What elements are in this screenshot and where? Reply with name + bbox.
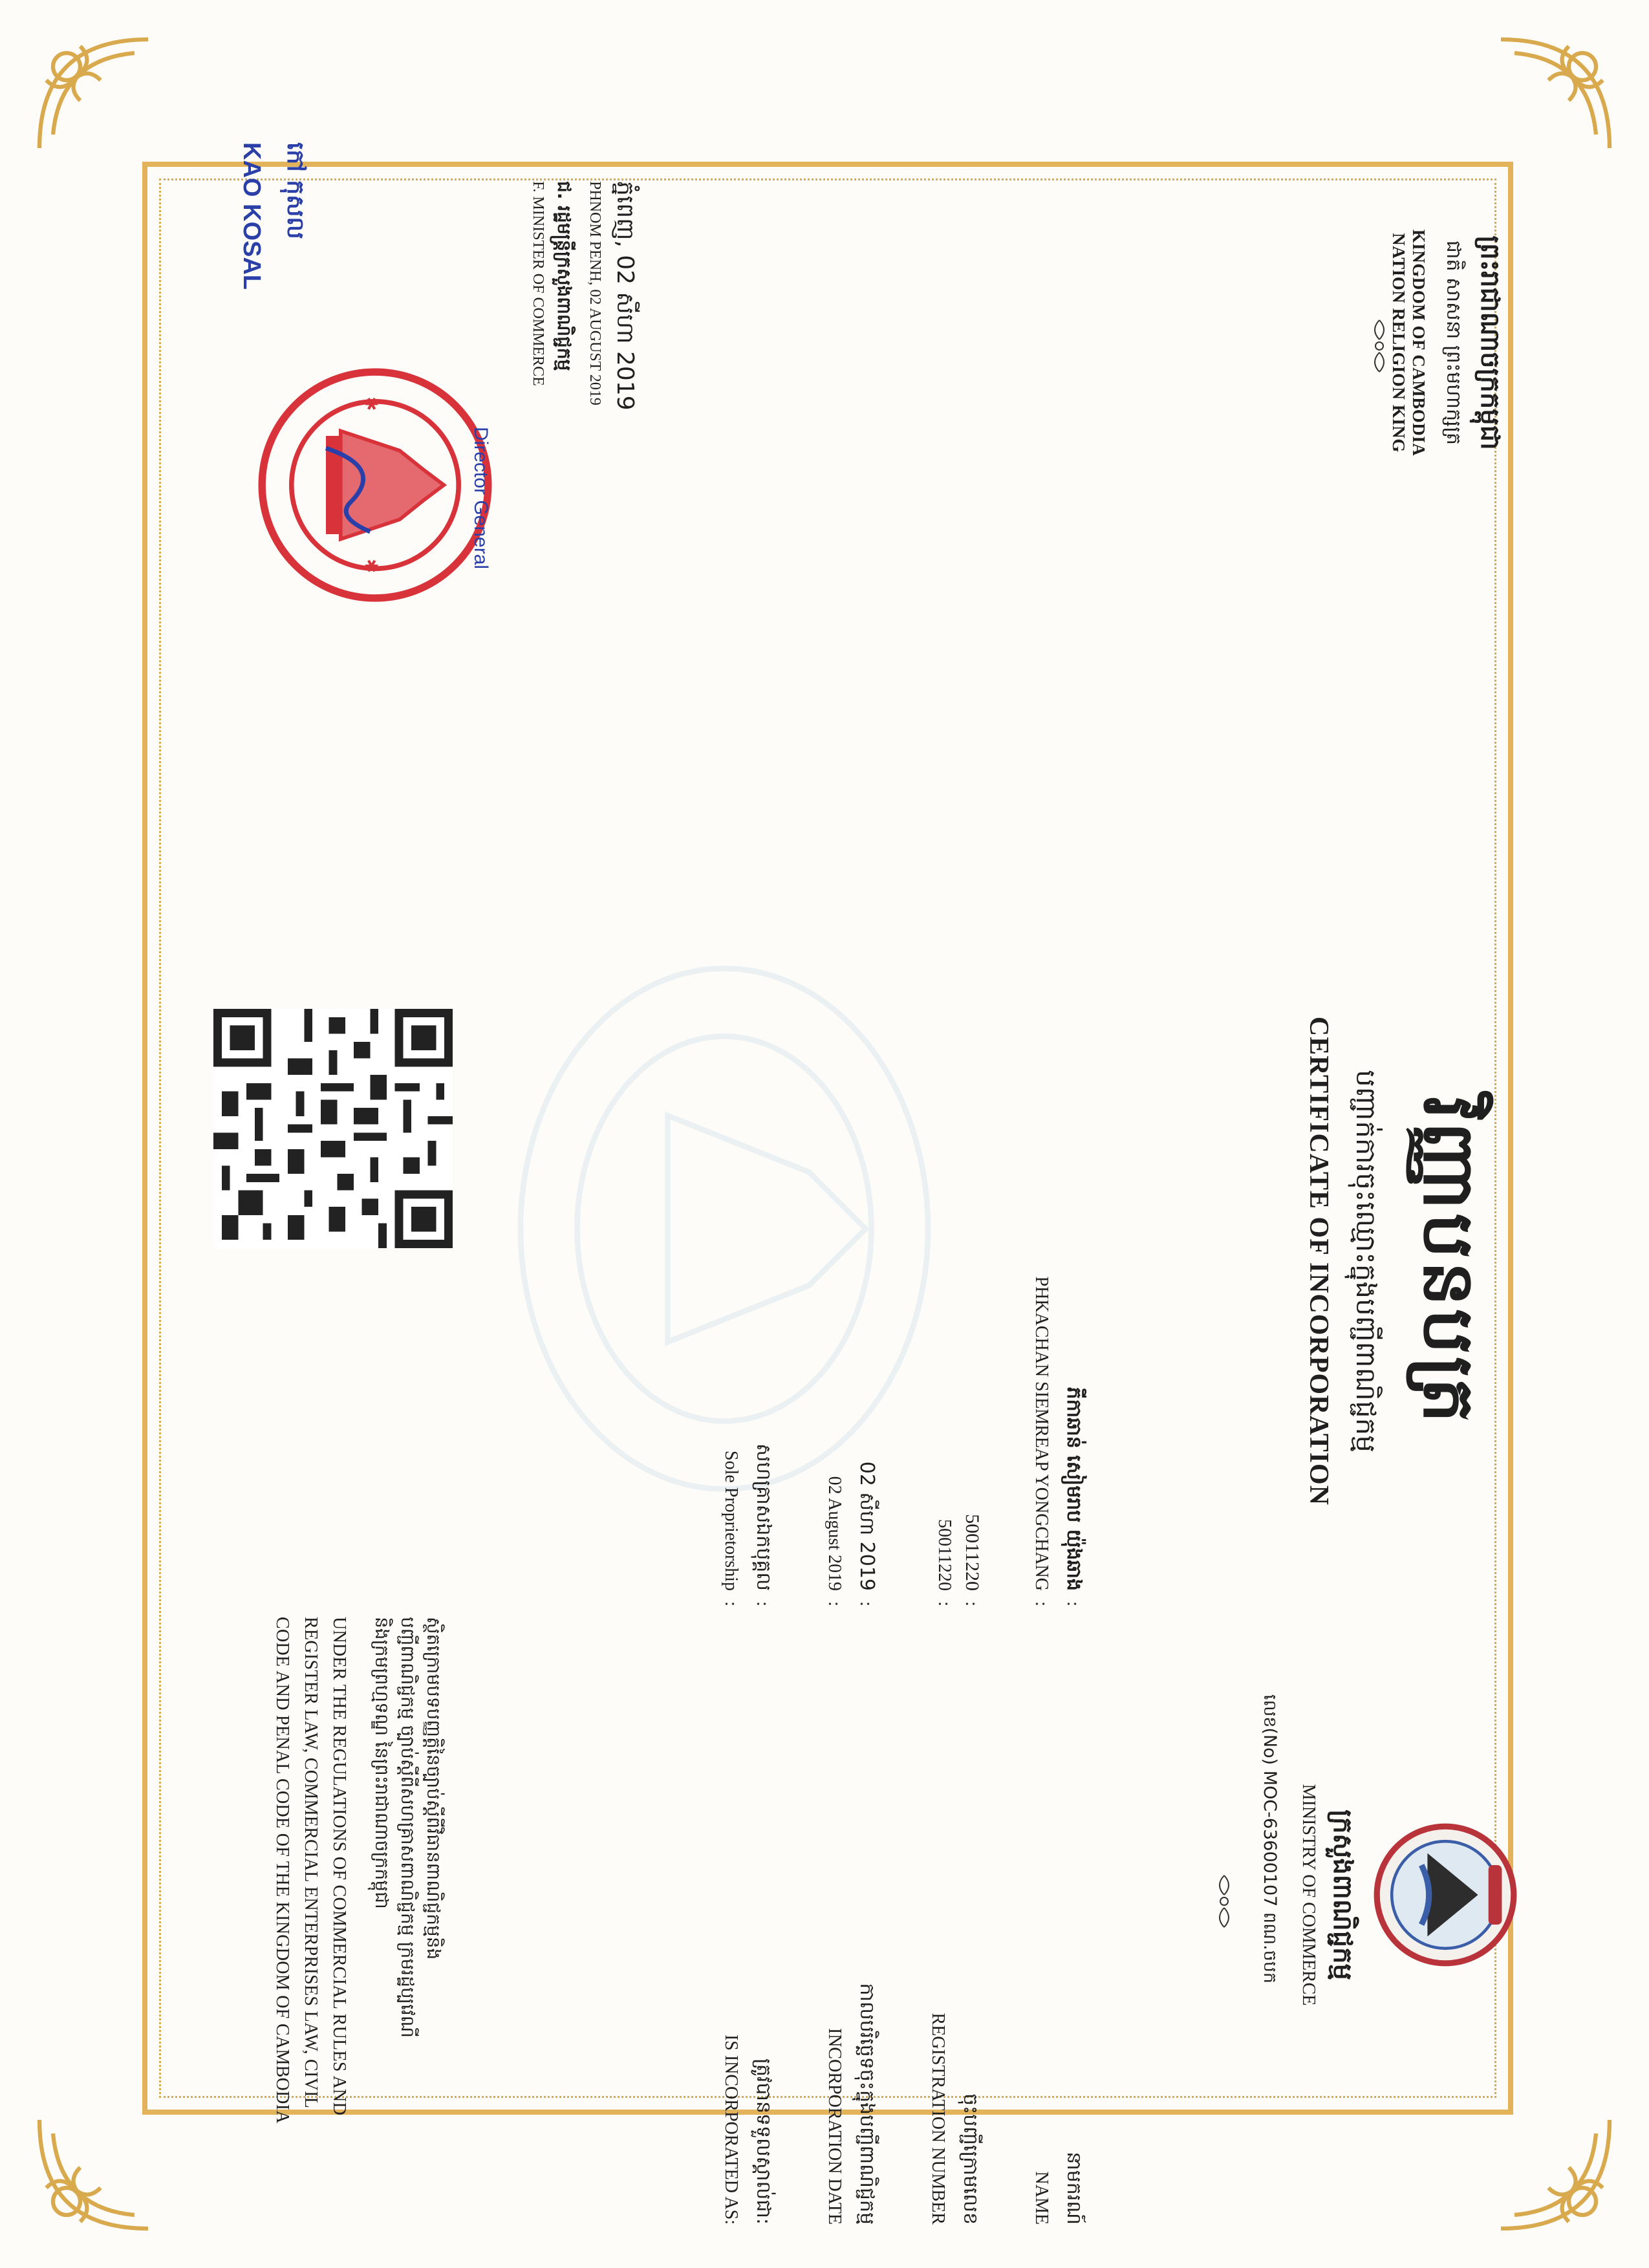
label-km: នាមករណ៍ — [1062, 2152, 1085, 2225]
official-stamp-icon — [252, 362, 498, 608]
svg-text:✱: ✱ — [361, 396, 381, 411]
legal-text-km-2: បញ្ជីពាណិជ្ជកម្ម ច្បាប់ស្តីពីសហគ្រាសពាណិជ្ជកម្ម ក្រមរដ្ឋប្បវេណី — [397, 1617, 418, 2038]
value-km: សហគ្រាសឯកបុគ្គល — [752, 1443, 775, 1591]
divider-ornament-icon — [1213, 1872, 1235, 1930]
legal-text-en-3: CODE AND PENAL CODE OF THE KINGDOM OF CAMBODIA — [272, 1617, 292, 2124]
signer-name: KAO KOSAL — [238, 142, 265, 290]
ministry-name-km: ក្រសួងពាណិជ្ជកម្ម — [1328, 1809, 1357, 1980]
label-en: INCORPORATION DATE — [824, 2027, 845, 2225]
value-km: ភីកាឆាន់ សៀមរាប យ៉ុងឆាង — [1062, 1387, 1085, 1591]
signer-name-km: កៅ កុសល — [282, 142, 308, 239]
certificate-title-en: CERTIFICATE OF INCORPORATION — [1304, 1016, 1333, 1506]
role-en: F. MINISTER OF COMMERCE — [530, 181, 546, 386]
label-en: REGISTRATION NUMBER — [928, 2013, 948, 2225]
value-registration-number: 50011220: 50011220: — [934, 1514, 983, 1606]
legal-statement — [268, 1617, 446, 2199]
value-incorporated-as: សហគ្រាសឯកបុគ្គល: Sole Proprietorship: — [721, 1443, 775, 1606]
kingdom-motto-km: ជាតិ សាសនា ព្រះមហាក្សត្រ — [1442, 240, 1465, 446]
kingdom-header — [1388, 162, 1507, 524]
kingdom-title-en: KINGDOM OF CAMBODIA — [1409, 229, 1428, 457]
label-name — [1031, 1643, 1086, 2225]
signer-title: Director General — [470, 427, 491, 570]
label-incorporation-date — [824, 1643, 879, 2225]
ministry-header — [1298, 1759, 1520, 2031]
label-en: NAME — [1031, 2171, 1051, 2225]
value-km: 50011220 — [962, 1514, 983, 1591]
kingdom-motto-en: NATION RELIGION KING — [1389, 233, 1408, 453]
value-en: Sole Proprietorship — [721, 1451, 741, 1591]
label-en: IS INCORPORATED AS: — [721, 2034, 741, 2225]
ministry-name-en: MINISTRY OF COMMERCE — [1299, 1784, 1319, 2006]
value-en: 50011220 — [934, 1519, 954, 1591]
label-incorporated-as — [720, 1643, 776, 2225]
legal-text-km-1: ស្ថិតក្រោមបទបញ្ញត្តិនៃច្បាប់ស្តីពីវិធានពាណិជ្ជកម្មនិង — [423, 1617, 444, 1960]
divider-ornament-icon — [1368, 317, 1390, 375]
certificate-title — [1303, 776, 1494, 1746]
label-km: ចុះបញ្ជីក្រោមលេខ — [959, 2093, 982, 2225]
label-km: ត្រូវបានទទួលស្គាល់ជា: — [752, 2058, 775, 2225]
place-date-km: ភ្នំពេញ, 02 សីហា 2019 — [612, 181, 638, 411]
document-number: លេខ(No) MOC-63600107 ពណ.ចបក — [1260, 1694, 1280, 1984]
certificate-title-km: វិញ្ញាបនបត្រ — [1408, 1096, 1491, 1426]
svg-text:✱: ✱ — [361, 559, 381, 574]
value-en: 02 August 2019 — [824, 1476, 845, 1591]
qr-code-icon — [213, 1009, 453, 1248]
value-incorporation-date: 02 សីហា 2019: 02 August 2019: — [824, 1461, 878, 1606]
signature-block — [529, 181, 640, 634]
legal-text-en-1: UNDER THE REGULATIONS OF COMMERCIAL RULES AND — [329, 1617, 349, 2116]
place-date-en: PHNOM PENH, 02 AUGUST 2019 — [587, 181, 603, 405]
value-en: PHKACHAN SIEMREAP YONGCHANG — [1031, 1276, 1051, 1591]
label-registration-number — [927, 1643, 983, 2225]
ministry-seal-icon — [1371, 1820, 1520, 1969]
kingdom-title-km: ព្រះរាជាណាចក្រកម្ពុជា — [1475, 235, 1505, 450]
legal-text-km-3: និងក្រមព្រហ្មទណ្ឌ នៃព្រះរាជាណាចក្រកម្ពុជា — [371, 1617, 393, 1909]
value-name: ភីកាឆាន់ សៀមរាប យ៉ុងឆាង: PHKACHAN SIEMREAP YONGCHANG: — [1031, 1276, 1085, 1606]
role-km: ជ. រដ្ឋមន្ត្រីក្រសួងពាណិជ្ជកម្ម — [554, 181, 575, 371]
certificate-subtitle-km: បញ្ជាក់ការចុះឈ្មោះក្នុងបញ្ជីពាណិជ្ជកម្ម — [1350, 1070, 1382, 1453]
value-km: 02 សីហា 2019 — [856, 1461, 878, 1591]
label-km: កាលបរិច្ឆេទចុះក្នុងបញ្ជីពាណិជ្ជកម្ម — [856, 1983, 878, 2225]
legal-text-en-2: REGISTER LAW, COMMERCIAL ENTERPRISES LAW, CIVIL — [301, 1617, 321, 2109]
